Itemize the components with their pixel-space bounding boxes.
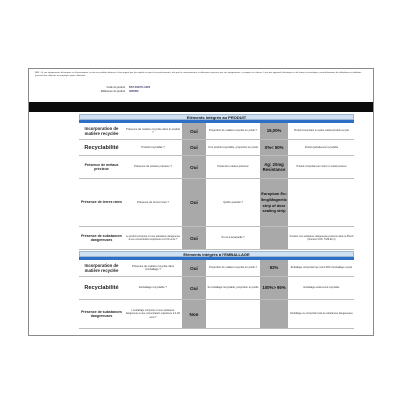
- table-row: [79, 260, 354, 277]
- row-value: [260, 227, 288, 249]
- row-label: Recyclabilité: [84, 285, 119, 291]
- section-title-produit: Eléments intégrés au PRODUIT: [79, 114, 354, 120]
- table-row: [79, 227, 354, 250]
- row-answer: Oui: [182, 123, 206, 139]
- table-row: [79, 277, 354, 300]
- row-question: Le produit comporte-t-il une substance dangereuse à une concentration supérieure à 0,1% en/w ?: [125, 234, 181, 241]
- row-answer: Oui: [182, 179, 206, 226]
- row-label: Incorporation de matière recyclée: [84, 125, 119, 136]
- row-note: Produit comportant au moins un métal précieux: [296, 165, 347, 169]
- row-question-2: [207, 300, 259, 328]
- row-question-2: Proportion de matière recyclée en poids ?: [208, 266, 257, 270]
- row-note: [289, 179, 354, 226]
- document-page: [28, 68, 374, 336]
- row-label: Présence de terres rares: [81, 200, 122, 205]
- row-question: Présence de terres rares ?: [137, 200, 169, 204]
- row-question: Présence de matière recyclée dans l'emballage ?: [131, 264, 175, 271]
- product-reference-value: 3950RG: [129, 90, 139, 93]
- row-question: Emballage recyclable ?: [139, 286, 167, 290]
- table-row: [79, 179, 354, 227]
- product-code-label: Code du produit: [106, 86, 125, 89]
- product-code-value: DST-000071-0022: [129, 86, 151, 89]
- row-value: Europium Eu: 5mg/Magnetic strip of door sealing strip: [260, 179, 288, 226]
- table-row: [79, 156, 354, 179]
- table-row: [79, 140, 354, 156]
- section-title-emballage: Eléments intégrés à l'EMBALLAGE: [79, 251, 354, 257]
- row-question-2: Si le produit recyclable, proportion en poids: [208, 145, 258, 149]
- product-reference-label: Référence du produit: [100, 90, 125, 93]
- row-value: 52%: [260, 260, 288, 276]
- row-value: 15,00%: [260, 123, 288, 139]
- row-value: Ag: 20mg Resistance: [260, 156, 288, 178]
- row-label: Présence de substances dangereuses: [81, 233, 122, 242]
- row-label: Présence de métaux précieux: [84, 162, 119, 171]
- row-note: Emballage ne comportant pas de substances dangereuses: [290, 312, 353, 316]
- row-answer: Oui: [182, 277, 206, 299]
- row-answer: Oui: [182, 260, 206, 276]
- product-reference-line: [89, 90, 150, 94]
- row-question: Produit recyclable ?: [141, 145, 165, 149]
- table-row: [79, 300, 354, 329]
- row-note: Emballage entièrement recyclable: [303, 286, 340, 290]
- row-question-2: Quelle quantité ?: [223, 200, 243, 204]
- row-value: X%< 50%: [260, 140, 288, 155]
- row-label: Recyclabilité: [84, 144, 119, 151]
- row-answer: Non: [182, 300, 206, 328]
- row-question: L'emballage comporte-t-il une substance dangereuse à une concentration supérieure à 0,1% en/w ?: [125, 309, 181, 319]
- product-reference-block: [89, 86, 150, 94]
- row-value: [260, 300, 288, 328]
- row-label: Présence de substances dangereuses: [81, 309, 122, 318]
- row-question: Présence de matière recyclée dans le produit ?: [126, 127, 180, 134]
- row-question-2: Si oui à la laquelle ?: [221, 236, 245, 240]
- row-note: Produit partiellement recyclable: [304, 145, 339, 149]
- row-question-2: Si emballage recyclable, proportion en poids: [207, 286, 259, 290]
- row-note: Emballage comportant au moins 50% d'emballage recyclé: [290, 266, 353, 270]
- row-note: Contient une substance dangereuse présente dans le Plomb (Numéro CAS: 7439-92-1): [289, 234, 354, 241]
- table-row: [79, 123, 354, 140]
- row-answer: Oui: [182, 156, 206, 178]
- header-black-band: [29, 102, 373, 112]
- row-question-2: Poids des métaux précieux: [217, 165, 249, 169]
- row-question: Présence de métaux précieux ?: [134, 165, 172, 169]
- disclaimer-text: REF : Si vos équipements électriques ou électroniques, ou de nos produits détenus à titre original par leur qualité ou pour les professionnels, afin que le consommateur et utilisateurs puissent par vos équipements, a compter les valeurs. Liste des appareils électriques et de hautes technologies, particulièrement les téléphones et tablettes, pouvant être collectés et remployés après utilisation.: [35, 72, 362, 77]
- row-label: Incorporation de matière recyclée: [84, 262, 119, 273]
- row-value: 100%> 95%: [260, 277, 288, 299]
- row-answer: Oui: [182, 227, 206, 249]
- row-answer: Oui: [182, 140, 206, 155]
- row-question-2: Proportion de matière recyclée en poids ?: [208, 129, 257, 133]
- row-note: Produit comportant en partie matière/produit recyclé: [293, 129, 349, 133]
